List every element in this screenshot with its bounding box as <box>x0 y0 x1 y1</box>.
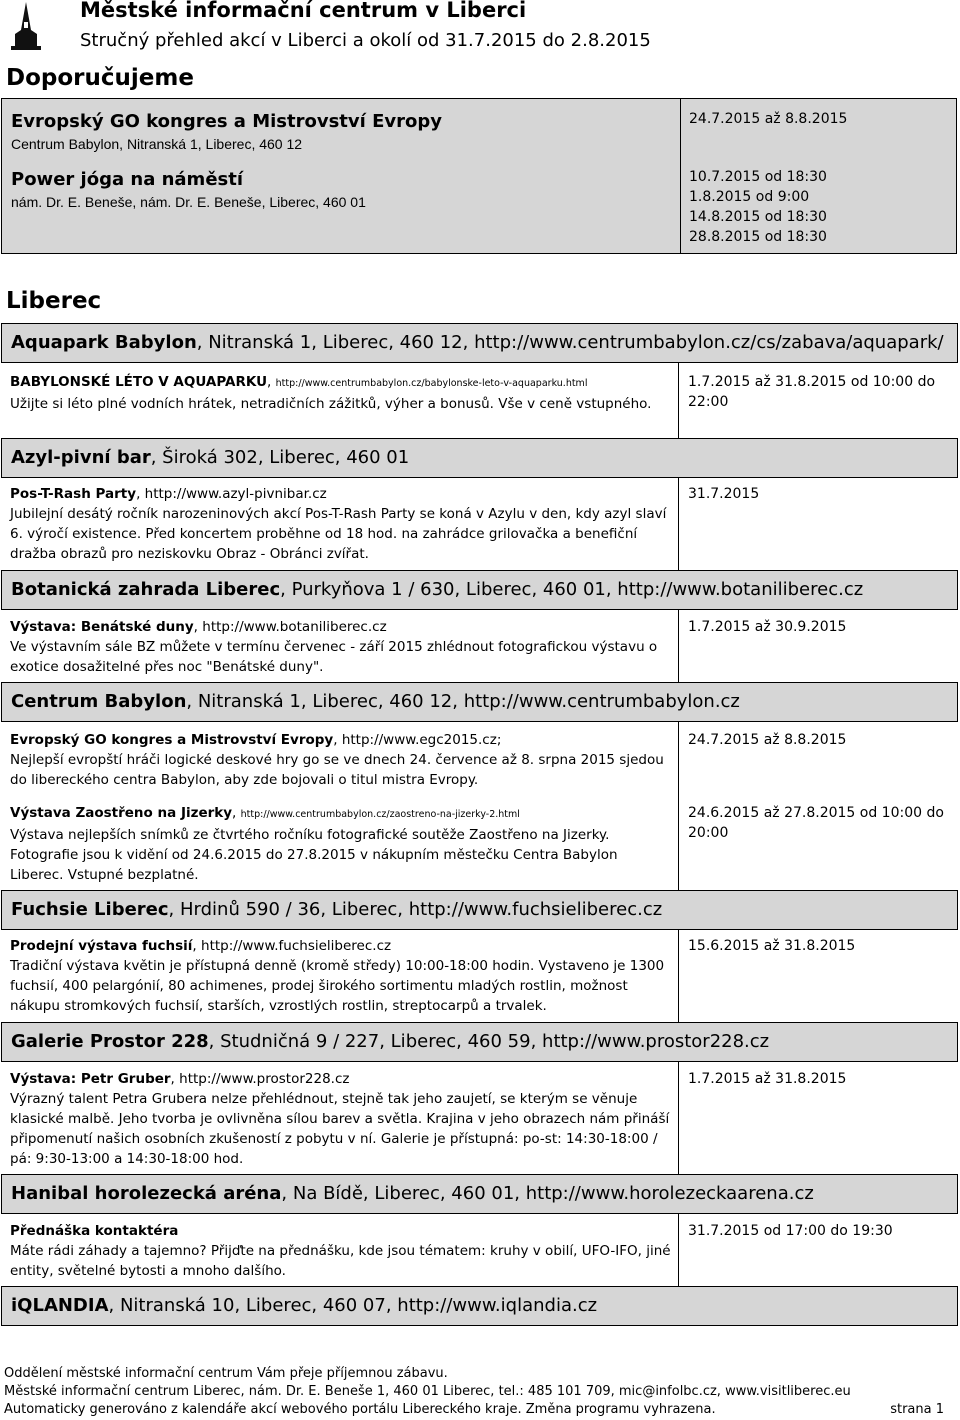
event-title: Výstava: Benátské duny <box>10 619 194 635</box>
page-footer <box>0 1356 960 1420</box>
event-date: 31.7.2015 od 17:00 do 19:30 <box>688 1223 893 1239</box>
venue-header <box>1 1174 958 1214</box>
venue-header <box>1 323 958 363</box>
event-description: Výstava nejlepších snímků ze čtvrtého ročníku fotografické soutěže Zaostřeno na Jizerky. Fotografie jsou k vidění od 24.6.2015 do 27.8.2015 v nákupním městečku Centra Babylon Liberec. Vstupné bezplatné. <box>10 827 618 883</box>
event-url[interactable]: http://www.azyl-pivnibar.cz <box>144 486 327 502</box>
venue-name: Centrum Babylon <box>11 691 187 712</box>
event-title: Výstava Zaostřeno na Jizerky <box>10 805 233 821</box>
recommended-heading: Doporučujeme <box>6 65 194 91</box>
venue-address: , Purkyňova 1 / 630, Liberec, 460 01, http://www.botaniliberec.cz <box>280 579 864 600</box>
event-description: Ve výstavním sále BZ můžete v termínu červenec - září 2015 zhlédnout fotografickou výstavu o exotice dosažitelné přes noc "Benátské duny". <box>10 639 658 675</box>
liberec-heading: Liberec <box>6 288 102 314</box>
venue-name: Botanická zahrada Liberec <box>11 579 281 600</box>
recommended-item-date: 28.8.2015 od 18:30 <box>689 229 827 245</box>
event-url[interactable]: http://www.prostor228.cz <box>179 1071 350 1087</box>
event-date: 1.7.2015 až 31.8.2015 <box>688 1071 847 1087</box>
venue-name: Galerie Prostor 228 <box>11 1031 209 1052</box>
venue-address: , Hrdinů 590 / 36, Liberec, http://www.fuchsieliberec.cz <box>168 899 663 920</box>
venue-header <box>1 438 958 478</box>
recommended-item-location: Centrum Babylon, Nitranská 1, Liberec, 460 12 <box>11 136 303 152</box>
venue-address: , Nitranská 1, Liberec, 460 12, http://www.centrumbabylon.cz/cs/zabava/aquapark/ <box>196 332 944 353</box>
venue-address: , Na Bídě, Liberec, 460 01, http://www.horolezeckaarena.cz <box>281 1183 814 1204</box>
recommended-item-title: Power jóga na náměstí <box>11 169 244 190</box>
event-date: 24.6.2015 až 27.8.2015 od 10:00 do 20:00 <box>688 805 944 841</box>
venue-address: , Široká 302, Liberec, 460 01 <box>150 447 410 468</box>
venue-header <box>1 570 958 610</box>
venue-name: Azyl-pivní bar <box>11 447 151 468</box>
event-date: 31.7.2015 <box>688 486 760 502</box>
event-url[interactable]: http://www.centrumbabylon.cz/babylonske-leto-v-aquaparku.html <box>275 378 588 389</box>
venue-address: , Nitranská 10, Liberec, 460 07, http://www.iqlandia.cz <box>108 1295 598 1316</box>
event-title: Přednáška kontaktéra <box>10 1223 179 1239</box>
recommended-item-date: 14.8.2015 od 18:30 <box>689 209 827 225</box>
footer-greeting: Oddělení městské informační centrum Vám přeje příjemnou zábavu. <box>4 1366 448 1381</box>
venue-name: Aquapark Babylon <box>11 332 197 353</box>
event-url[interactable]: http://www.botaniliberec.cz <box>202 619 387 635</box>
event-description: Výrazný talent Petra Grubera nelze přehlédnout, stejně tak jeho zaujetí, se kterým se věnuje klasické malbě. Jeho tvorba je ovlivněna sílou barev a světla. Krajina v jeho obrazech nám přináší připomenutí našich osobních zkušeností z pobytu v ní. Galerie je přístupná: po-st: 14:30-18:00 / pá: 9:30-13:00 a 14:30-18:00 hod. <box>10 1091 670 1167</box>
event-url[interactable]: http://www.egc2015.cz; <box>341 732 502 748</box>
event-url[interactable]: http://www.centrumbabylon.cz/zaostreno-na-jizerky-2.html <box>240 809 520 820</box>
event-description: Užijte si léto plné vodních hrátek, netradičních zážitků, výher a bonusů. Vše v ceně vstupného. <box>10 396 652 412</box>
church-tower-logo-icon <box>4 0 48 52</box>
recommended-item-date: 1.8.2015 od 9:00 <box>689 189 810 205</box>
page-subtitle: Stručný přehled akcí v Liberci a okolí od 31.7.2015 do 2.8.2015 <box>80 30 651 51</box>
venue-header <box>1 682 958 722</box>
event-date: 15.6.2015 až 31.8.2015 <box>688 938 856 954</box>
event-date: 1.7.2015 až 31.8.2015 od 10:00 do 22:00 <box>688 374 936 410</box>
event-title: Pos-T-Rash Party <box>10 486 137 502</box>
event-date: 24.7.2015 až 8.8.2015 <box>688 732 847 748</box>
recommended-item-title: Evropský GO kongres a Mistrovství Evropy <box>11 111 442 132</box>
event-title: Evropský GO kongres a Mistrovství Evropy <box>10 732 334 748</box>
event-title: Prodejní výstava fuchsií <box>10 938 193 954</box>
page-title: Městské informační centrum v Liberci <box>80 0 527 22</box>
event-date: 1.7.2015 až 30.9.2015 <box>688 619 847 635</box>
event-title: BABYLONSKÉ LÉTO V AQUAPARKU <box>10 374 268 390</box>
event-description: Nejlepší evropští hráči logické deskové hry go se ve dnech 24. července až 8. srpna 2015 sjedou do libereckého centra Babylon, aby zde bojovali o titul mistra Evropy. <box>10 752 664 788</box>
venue-name: Fuchsie Liberec <box>11 899 169 920</box>
recommended-item-date: 24.7.2015 až 8.8.2015 <box>689 111 848 127</box>
event-title: Výstava: Petr Gruber <box>10 1071 171 1087</box>
venue-address: , Nitranská 1, Liberec, 460 12, http://www.centrumbabylon.cz <box>186 691 740 712</box>
page-number: strana 1 <box>890 1402 944 1417</box>
event-description: Jubilejní desátý ročník narozeninových akcí Pos-T-Rash Party se koná v Azylu v den, kdy azyl slaví 6. výročí existence. Před koncertem proběhne od 18 hod. na zahrádce grilovačka a benefiční dražba obrazů pro neziskovku Obraz - Obránci zvířat. <box>10 506 667 562</box>
venue-name: Hanibal horolezecká aréna <box>11 1183 282 1204</box>
footer-contact: Městské informační centrum Liberec, nám. Dr. E. Beneše 1, 460 01 Liberec, tel.: 485 101 709, mic@infolbc.cz, www.visitliberec.eu <box>4 1384 851 1399</box>
event-url[interactable]: http://www.fuchsieliberec.cz <box>201 938 392 954</box>
venue-header <box>1 1022 958 1062</box>
venue-name: iQLANDIA <box>11 1295 109 1316</box>
footer-note: Automaticky generováno z kalendáře akcí webového portálu Libereckého kraje. Změna programu vyhrazena. <box>4 1402 716 1417</box>
event-description: Tradiční výstava květin je přístupná denně (kromě středy) 10:00-18:00 hodin. Vystaveno je 1300 fuchsií, 400 pelargónií, 80 achimenes, prodej širokého sortimentu mladých rostlin, možnost nákupu stromkových fuchsií, starších, vzrostlých rostlin, streptocarpů a trvalek. <box>10 958 665 1014</box>
venue-header <box>1 890 958 930</box>
venue-address: , Studničná 9 / 227, Liberec, 460 59, http://www.prostor228.cz <box>208 1031 770 1052</box>
event-description: Máte rádi záhady a tajemno? Přijďte na přednášku, kde jsou tématem: kruhy v obilí, UFO-IFO, jiné entity, světelné bytosti a mnoho dalšího. <box>10 1243 671 1279</box>
recommended-item-date: 10.7.2015 od 18:30 <box>689 169 827 185</box>
recommended-box <box>1 98 957 254</box>
recommended-item-location: nám. Dr. E. Beneše, nám. Dr. E. Beneše, Liberec, 460 01 <box>11 194 366 210</box>
venue-header <box>1 1286 958 1326</box>
